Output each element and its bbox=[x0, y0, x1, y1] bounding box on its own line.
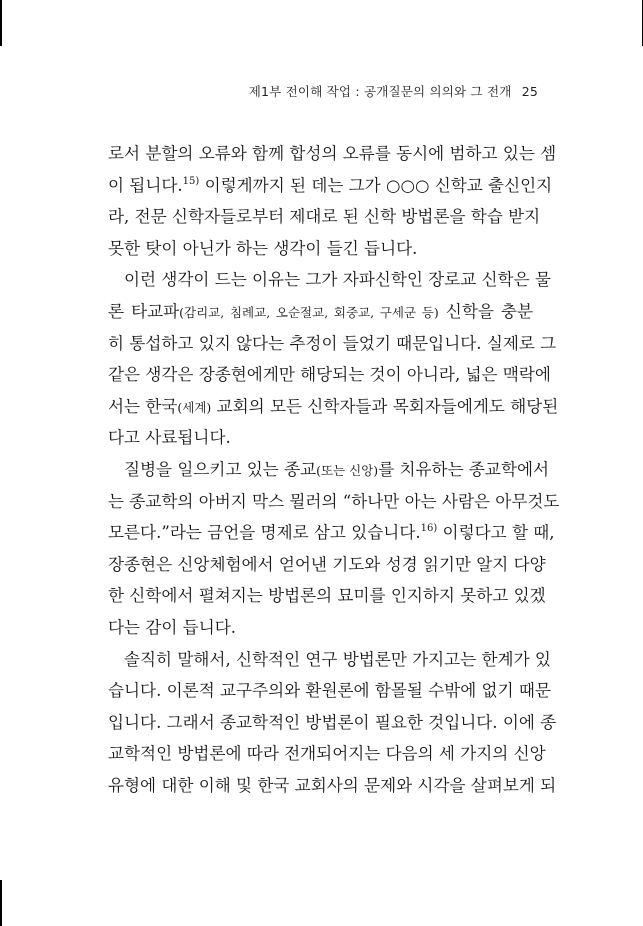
crop-mark-top-left bbox=[0, 0, 2, 46]
text-line: 다고 사료됩니다. bbox=[108, 428, 231, 448]
running-header bbox=[249, 82, 538, 100]
text-line: 이런 생각이 드는 이유는 그가 자파신학인 장로교 신학은 물 bbox=[124, 270, 551, 290]
parenthetical-note: (세계) bbox=[177, 399, 212, 415]
text-segment: 모른다.”라는 금언을 명제로 삼고 있습니다. bbox=[108, 523, 421, 543]
text-segment: 이렇다고 할 때, bbox=[437, 523, 555, 543]
text-line bbox=[108, 391, 559, 423]
text-line: 교학적인 방법론에 따라 전개되어지는 다음의 세 가지의 신앙 bbox=[108, 744, 546, 764]
page-number: 25 bbox=[521, 84, 538, 99]
text-segment: 질병을 일으키고 있는 종교 bbox=[124, 459, 317, 479]
text-line: 솔직히 말해서, 신학적인 연구 방법론만 가지고는 한계가 있 bbox=[124, 649, 551, 669]
text-line: 입니다. 그래서 종교학적인 방법론이 필요한 것입니다. 이에 종 bbox=[108, 712, 557, 732]
crop-mark-bottom-left bbox=[0, 880, 2, 926]
text-line bbox=[108, 517, 555, 549]
text-segment: 이렇게까지 된 데는 그가 ○○○ 신학교 출신인지 bbox=[199, 175, 553, 195]
text-line: 습니다. 이론적 교구주의와 환원론에 함몰될 수밖에 없기 때문 bbox=[108, 681, 551, 701]
text-segment: 신학을 충분 bbox=[438, 301, 533, 321]
text-segment: 를 치유하는 종교학에서 bbox=[378, 459, 550, 479]
parenthetical-note: (감리교, 침례교, 오순절교, 회중교, 구세군 등) bbox=[179, 304, 439, 320]
running-title: 제1부 전이해 작업 : 공개질문의 의의와 그 전개 bbox=[248, 84, 512, 99]
text-line: 로서 분할의 오류와 함께 합성의 오류를 동시에 범하고 있는 셈 bbox=[108, 144, 557, 163]
text-segment: 론 타교파 bbox=[108, 301, 180, 321]
text-line: 못한 탓이 아닌가 하는 생각이 들긴 듭니다. bbox=[108, 238, 418, 258]
text-line: 장종현은 신앙체험에서 얻어낸 기도와 성경 읽기만 알지 다양 bbox=[108, 554, 546, 574]
parenthetical-note: (또는 신앙) bbox=[316, 462, 379, 478]
text-segment: 이 됩니다. bbox=[108, 175, 183, 195]
text-line: 유형에 대한 이해 및 한국 교회사의 문제와 시각을 살펴보게 되 bbox=[108, 775, 557, 795]
text-line bbox=[108, 170, 553, 202]
text-line: 라, 전문 신학자들로부터 제대로 된 신학 방법론을 학습 받지 bbox=[108, 207, 541, 227]
text-line: 히 통섭하고 있지 않다는 추정이 들었기 때문입니다. 실제로 그 bbox=[108, 333, 557, 353]
footnote-ref-16: 16) bbox=[420, 523, 438, 535]
text-line: 같은 생각은 장종현에게만 해당되는 것이 아니라, 넓은 맥락에 bbox=[108, 365, 551, 385]
text-segment: 서는 한국 bbox=[108, 396, 178, 416]
text-line: 다는 감이 듭니다. bbox=[108, 617, 237, 637]
text-segment: 교회의 모든 신학자들과 목회자들에게도 해당된 bbox=[211, 396, 559, 416]
body-text bbox=[108, 138, 560, 801]
text-line: 는 종교학의 아버지 막스 뮐러의 “하나만 아는 사람은 아무것도 bbox=[108, 491, 560, 511]
footnote-ref-15: 15) bbox=[182, 175, 200, 187]
text-line: 한 신학에서 펼쳐지는 방법론의 묘미를 인지하지 못하고 있겠 bbox=[108, 586, 546, 606]
text-line bbox=[108, 454, 550, 486]
text-line bbox=[108, 296, 533, 328]
